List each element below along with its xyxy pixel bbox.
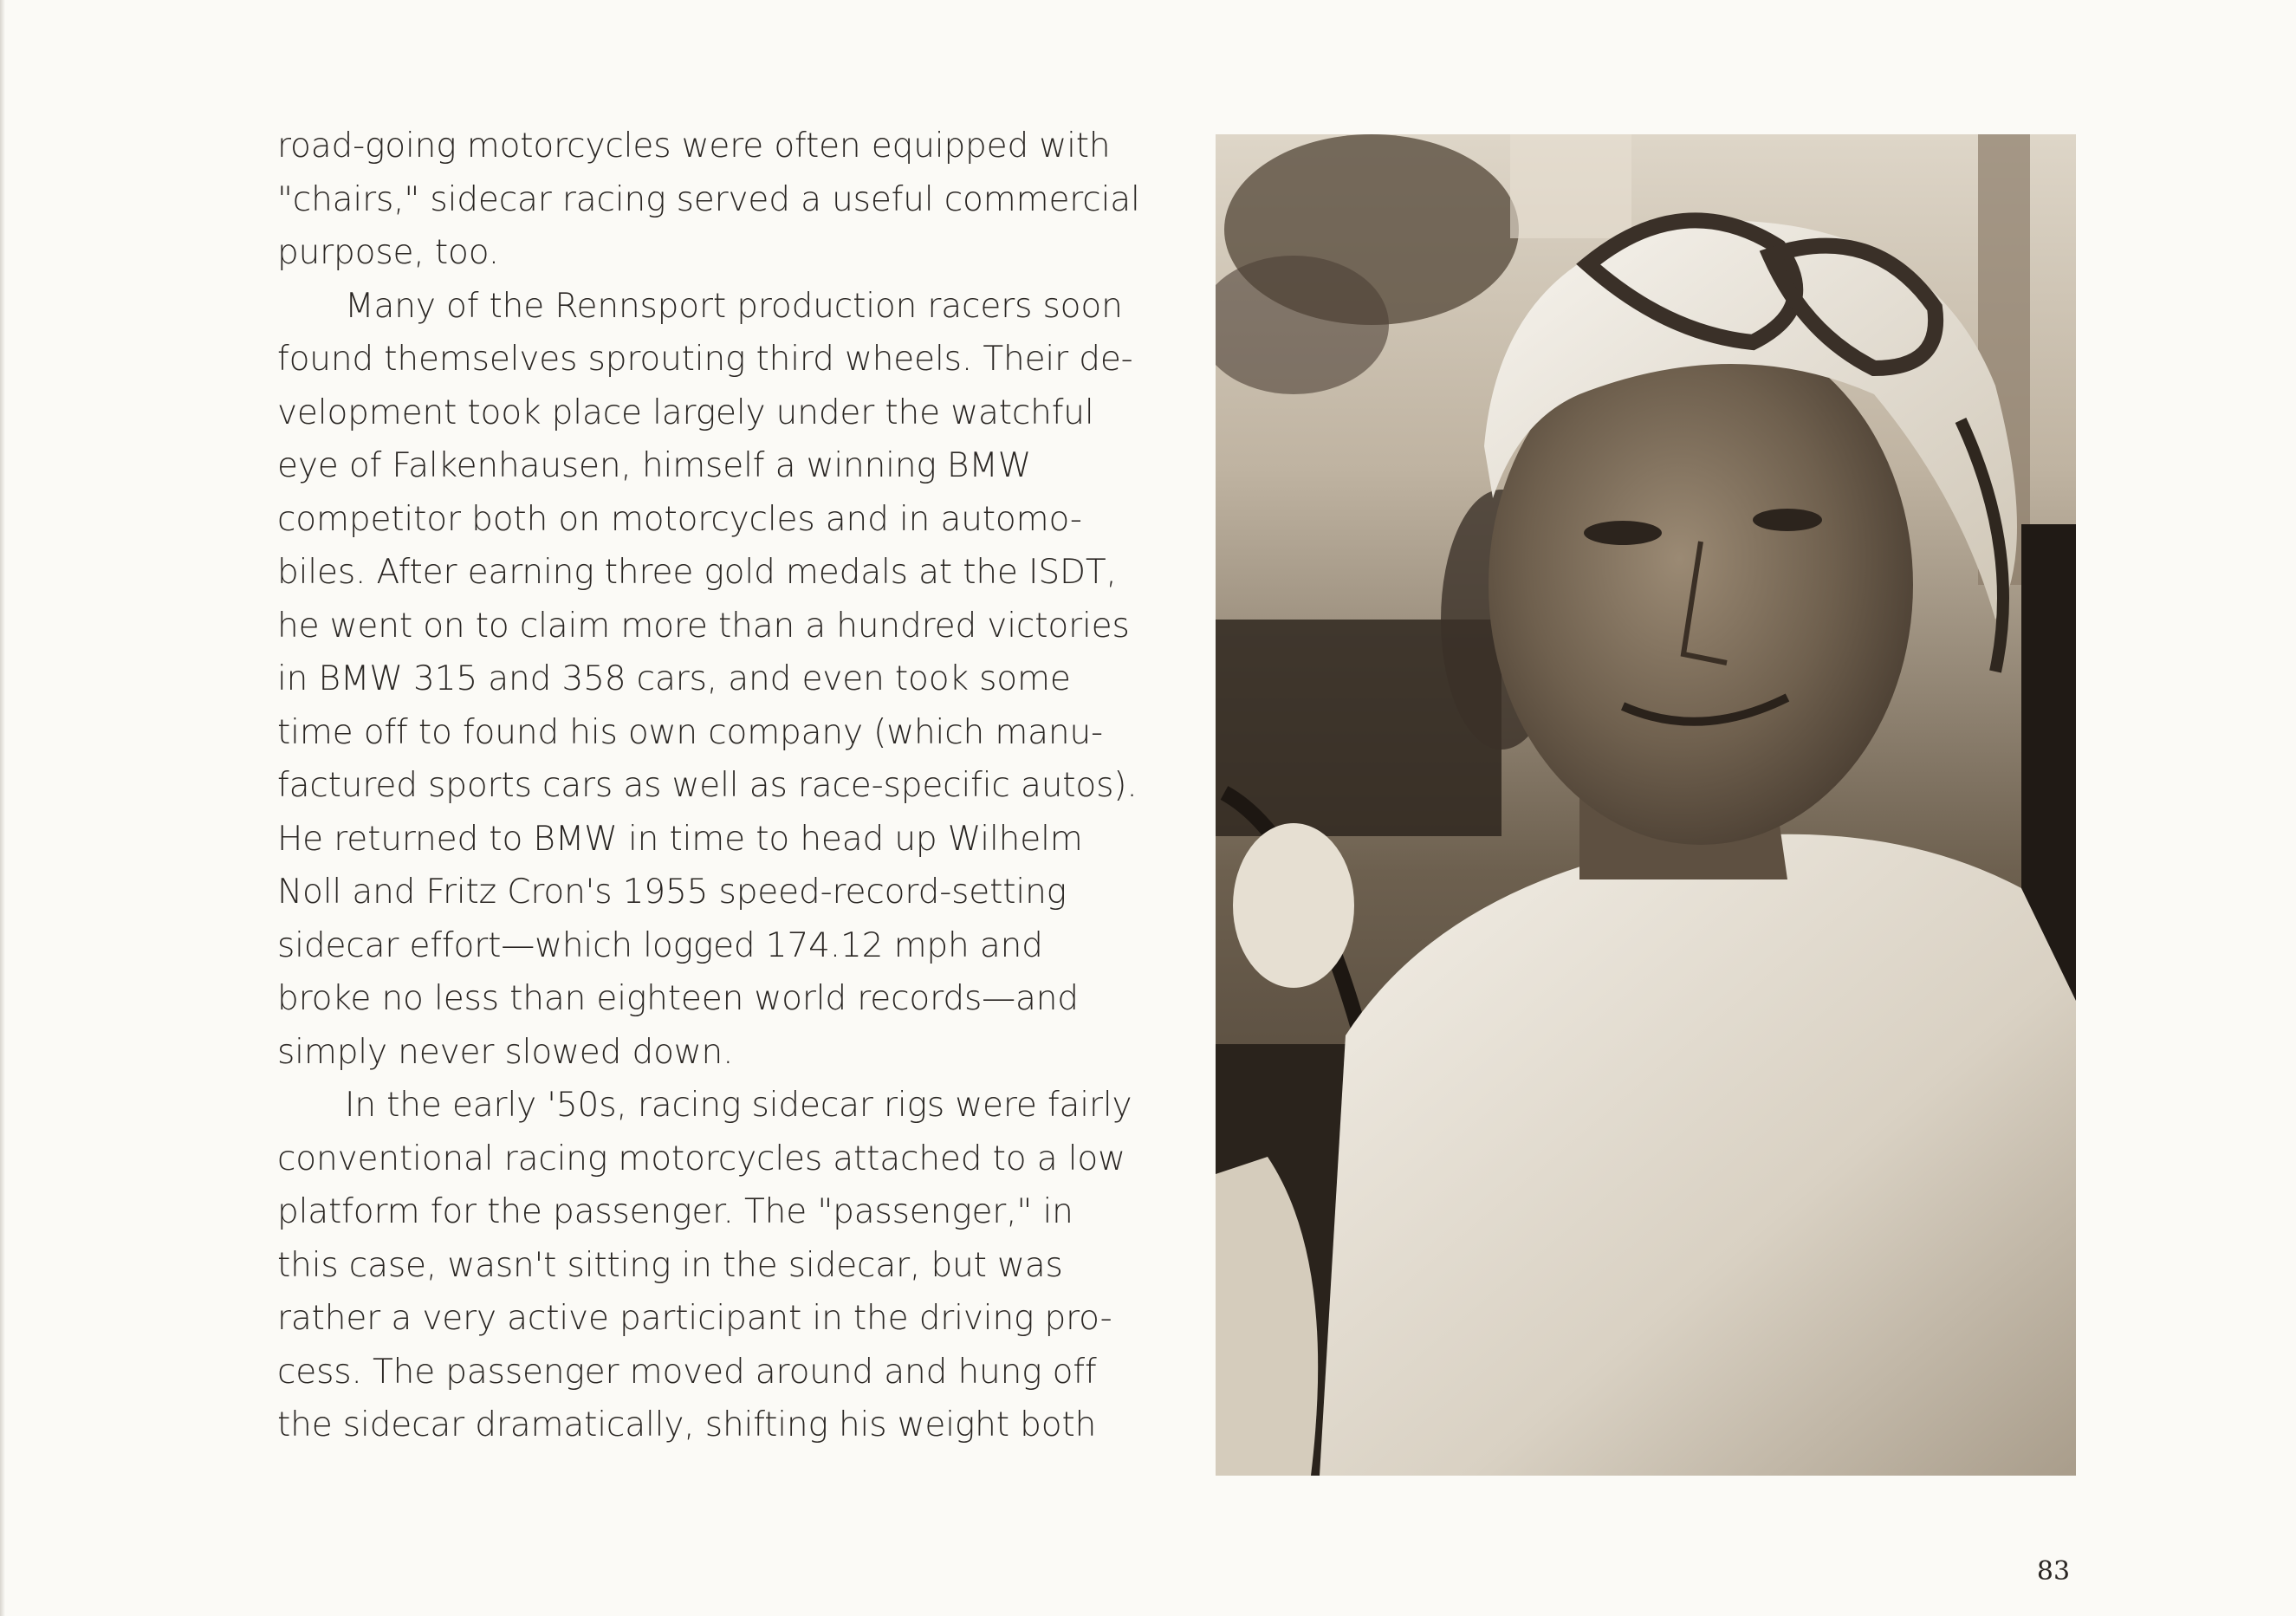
text-line: time off to found his own company (which manu- [277,712,1103,752]
text-line: In the early '50s, racing sidecar rigs were fairly [345,1086,1132,1125]
text-line: platform for the passenger. The "passenger," in [277,1192,1073,1231]
text-line: in BMW 315 and 358 cars, and even took some [277,659,1071,698]
text-line: cess. The passenger moved around and hung off [277,1352,1097,1392]
text-line: competitor both on motorcycles and in automo- [277,499,1082,539]
text-line: Many of the Rennsport production racers soon [345,286,1123,326]
text-line: velopment took place largely under the watchful [277,393,1094,432]
page-number: 83 [2036,1556,2071,1587]
text-line: conventional racing motorcycles attached to a low [277,1139,1125,1178]
text-line: "chairs," sidecar racing served a useful commercial [277,179,1140,219]
text-line: sidecar effort—which logged 174.12 mph and [277,925,1043,965]
text-line: this case, wasn't sitting in the sidecar, but was [277,1245,1063,1285]
text-line: Noll and Fritz Cron's 1955 speed-record-setting [277,873,1067,912]
text-line: simply never slowed down. [277,1032,734,1072]
body-text-column [277,120,1157,1452]
text-line: broke no less than eighteen world records—and [277,979,1079,1018]
text-line: the sidecar dramatically, shifting his weight both [277,1405,1097,1444]
text-line: road-going motorcycles were often equipped with [277,127,1111,165]
portrait-photo [1216,134,2076,1476]
text-line: purpose, too. [277,233,500,272]
text-line: He returned to BMW in time to head up Wilhelm [277,819,1083,859]
text-line: found themselves sprouting third wheels. Their de- [277,340,1133,379]
text-line: rather a very active participant in the driving pro- [277,1299,1112,1338]
page-edge [0,0,5,1616]
text-line: biles. After earning three gold medals at the ISDT, [277,553,1117,592]
text-line: he went on to claim more than a hundred victories [277,606,1130,646]
text-line: eye of Falkenhausen, himself a winning BMW [277,446,1032,485]
text-line: factured sports cars as well as race-specific autos). [277,766,1138,805]
